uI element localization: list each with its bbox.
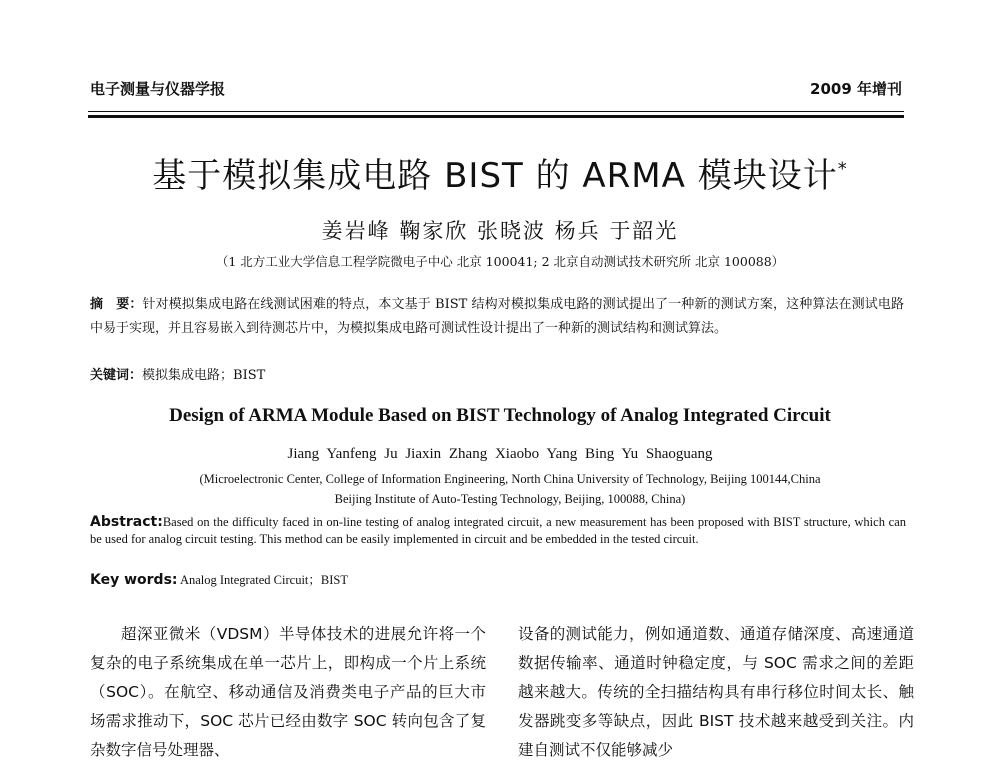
abstract-en <box>90 514 906 548</box>
abstract-cn-text: 针对模拟集成电路在线测试困难的特点，本文基于 BIST 结构对模拟集成电路的测试提出了一种新的测试方案，这种算法在测试电路中易于实现，并且容易嵌入到待测芯片中，为模拟集成电路可测试性设计提出了一种新的测试结构和测试算法。 <box>90 297 904 336</box>
issue-label: 2009 年增刊 <box>810 80 902 98</box>
abstract-cn-label: 摘 要： <box>90 297 143 312</box>
body-column-right: 设备的测试能力，例如通道数、通道存储深度、高速通道数据传输率、通道时钟稳定度，与 SOC 需求之间的差距越来越大。传统的全扫描结构具有串行移位时间太长、触发器跳变多等缺点，因此 BIST 技术越来越受到关注。内建自测试不仅能够减少 <box>518 625 914 759</box>
keywords-cn-text: 模拟集成电路；BIST <box>142 368 266 383</box>
paper-title-en: Design of ARMA Module Based on BIST Technology of Analog Integrated Circuit <box>169 405 831 426</box>
abstract-en-text: Based on the difficulty faced in on-line testing of analog integrated circuit, a new measurement has been proposed with BIST structure, which can be used for analog circuit testing. This method can be easily implemented in circuit and be embedded in the tested circuit. <box>90 515 906 546</box>
keywords-en <box>90 570 904 588</box>
running-header <box>90 78 902 99</box>
affiliation-en-line2: Beijing Institute of Auto-Testing Technology, Beijing, 100088, China) <box>334 492 686 506</box>
paper-title-cn-text: 基于模拟集成电路 BIST 的 ARMA 模块设计 <box>152 156 838 196</box>
abstract-en-label: Abstract: <box>90 514 163 530</box>
affiliation-en-line1: (Microelectronic Center, College of Information Engineering, North China University of Technology, Beijing 100144,China <box>199 472 821 486</box>
header-rule-thick <box>88 115 904 118</box>
body-column-left: 超深亚微米（VDSM）半导体技术的进展允许将一个复杂的电子系统集成在单一芯片上，即构成一个片上系统（SOC）。在航空、移动通信及消费类电子产品的巨大市场需求推动下，SOC 芯片已经由数字 SOC 转向包含了复杂数字信号处理器、 <box>90 625 486 759</box>
keywords-cn-label: 关键词： <box>90 368 143 383</box>
authors-cn: 姜岩峰 鞠家欣 张晓波 杨兵 于韶光 <box>321 219 679 243</box>
keywords-en-text: Analog Integrated Circuit；BIST <box>179 573 348 587</box>
keywords-en-label: Key words: <box>90 572 178 588</box>
abstract-cn <box>90 293 904 341</box>
affiliation-en <box>130 469 890 509</box>
header-rule-thin <box>88 111 904 112</box>
keywords-cn <box>90 366 904 386</box>
paper-title-cn <box>0 148 1000 197</box>
title-footnote-mark: * <box>837 158 848 180</box>
affiliation-cn: （1 北方工业大学信息工程学院微电子中心 北京 100041; 2 北京自动测试技术研究所 北京 100088） <box>215 254 785 269</box>
journal-name: 电子测量与仪器学报 <box>90 80 226 98</box>
authors-en: Jiang Yanfeng Ju Jiaxin Zhang Xiaobo Yang Bing Yu Shaoguang <box>287 446 713 462</box>
